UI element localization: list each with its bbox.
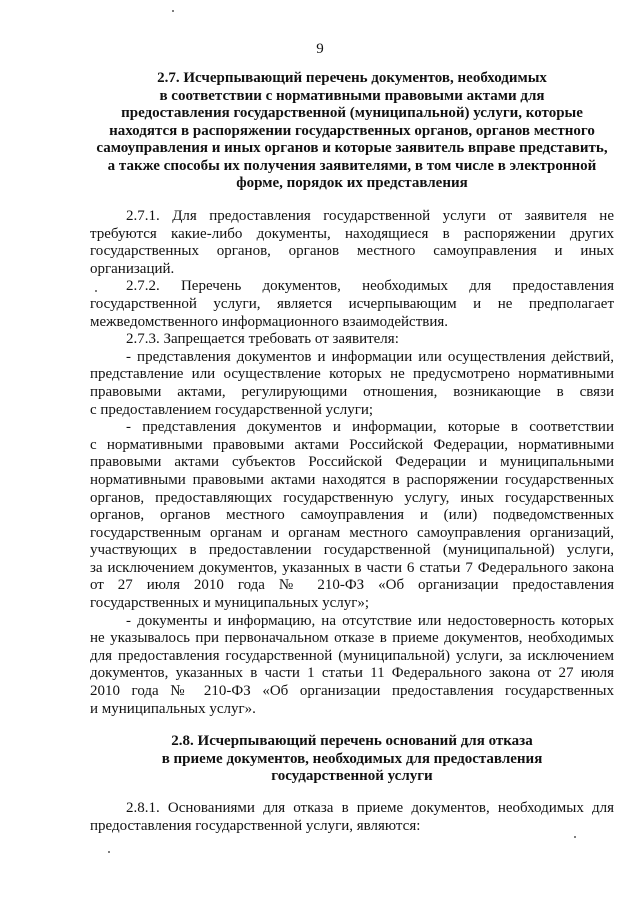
list-item-3-line: 2010 года № 210-ФЗ «Об организации предоставления государственных bbox=[90, 683, 614, 700]
list-item-2-line: органов, предоставляющих государственную услугу, иных государственных bbox=[90, 489, 614, 506]
heading-line: а также способы их получения заявителями, в том числе в электронной bbox=[107, 157, 597, 174]
list-item-2-line: участвующих в предоставлении государственной (муниципальной) услуги, bbox=[90, 542, 614, 559]
list-item-2-line: государственных и муниципальных услуг»; bbox=[90, 595, 370, 612]
heading-line: предоставления государственной (муниципальной) услуги, которые bbox=[121, 105, 583, 121]
paragraph-2-7-1-line: организаций. bbox=[90, 260, 175, 277]
scan-speck bbox=[172, 10, 174, 12]
list-item-1-line: правовыми актами, регулирующими отношения, возникающие в связи bbox=[90, 383, 614, 400]
heading-line: 2.8. Исчерпывающий перечень оснований для отказа bbox=[171, 733, 533, 749]
paragraph-2-8-1-line: предоставления государственной услуги, являются: bbox=[90, 817, 421, 834]
heading-line: в соответствии с нормативными правовыми актами для bbox=[159, 87, 545, 104]
heading-line: самоуправления и иных органов и которые заявитель вправе представить, bbox=[96, 140, 608, 156]
scan-speck bbox=[95, 290, 97, 292]
list-item-1-line: представление или осуществление которых не предусмотрено нормативными bbox=[90, 366, 614, 383]
paragraph-2-7-2-line: государственной услуги, является исчерпывающим и не предполагает bbox=[90, 295, 614, 312]
list-item-3-line: не указывалось при первоначальном отказе в приеме документов, необходимых bbox=[90, 630, 614, 647]
list-item-3-line: - документы и информацию, на отсутствие или недостоверность которых bbox=[126, 612, 614, 629]
paragraph-2-7-1-line: государственных органов, органов местного самоуправления и иных bbox=[90, 243, 614, 260]
list-item-2-line: государственным органам и органам местного самоуправления организаций, bbox=[90, 524, 614, 541]
heading-line: 2.7. Исчерпывающий перечень документов, необходимых bbox=[157, 70, 547, 86]
section-2-8-body bbox=[90, 800, 614, 835]
list-item-2-line: за исключением документов, указанных в части 6 статьи 7 Федерального закона bbox=[90, 559, 614, 576]
heading-line: форме, порядок их представления bbox=[236, 175, 468, 191]
list-item-2-line: от 27 июля 2010 года № 210-ФЗ «Об организации предоставления bbox=[90, 577, 614, 594]
paragraph-2-7-2-line: 2.7.2. Перечень документов, необходимых для предоставления bbox=[126, 278, 614, 295]
paragraph-2-7-2-line: межведомственного информационного взаимодействия. bbox=[90, 313, 449, 330]
list-item-2-line: с нормативными правовыми актами Российской Федерации, нормативными bbox=[90, 436, 614, 453]
scan-speck bbox=[574, 836, 576, 838]
section-2-8-heading bbox=[88, 733, 616, 786]
paragraph-2-7-1-line: требуются какие-либо документы, находящиеся в распоряжении других bbox=[90, 225, 614, 242]
list-item-1-line: с предоставлением государственной услуги; bbox=[90, 401, 374, 418]
list-item-3-line: для предоставления государственной (муниципальной) услуги, за исключением bbox=[90, 647, 614, 664]
list-item-1-line: - представления документов и информации или осуществления действий, bbox=[126, 348, 614, 365]
list-item-3-line: документов, указанных в части 1 статьи 11 Федерального закона от 27 июля bbox=[90, 665, 614, 682]
scan-speck bbox=[108, 851, 110, 853]
paragraph-2-7-1-line: 2.7.1. Для предоставления государственной услуги от заявителя не bbox=[126, 208, 614, 224]
list-item-2-line: правовыми актами субъектов Российской Федерации и муниципальными bbox=[90, 454, 614, 471]
heading-line: находятся в распоряжении государственных органов, органов местного bbox=[109, 122, 595, 139]
heading-line: государственной услуги bbox=[271, 768, 433, 784]
page-number: 9 bbox=[316, 41, 324, 57]
list-item-2-line: нормативными правовыми актами находятся в распоряжении государственных bbox=[90, 471, 614, 488]
list-item-2-line: органов, органов местного самоуправления и (или) подведомственных bbox=[90, 507, 614, 524]
list-item-2-line: - представления документов и информации, которые в соответствии bbox=[126, 419, 614, 436]
section-2-7-heading bbox=[88, 70, 616, 193]
heading-line: в приеме документов, необходимых для предоставления bbox=[161, 750, 543, 767]
section-2-7-body bbox=[90, 208, 614, 718]
list-item-3-line: и муниципальных услуг». bbox=[90, 700, 256, 717]
paragraph-2-7-3-line: 2.7.3. Запрещается требовать от заявителя: bbox=[126, 331, 399, 348]
paragraph-2-8-1-line: 2.8.1. Основаниями для отказа в приеме документов, необходимых для bbox=[126, 800, 614, 816]
